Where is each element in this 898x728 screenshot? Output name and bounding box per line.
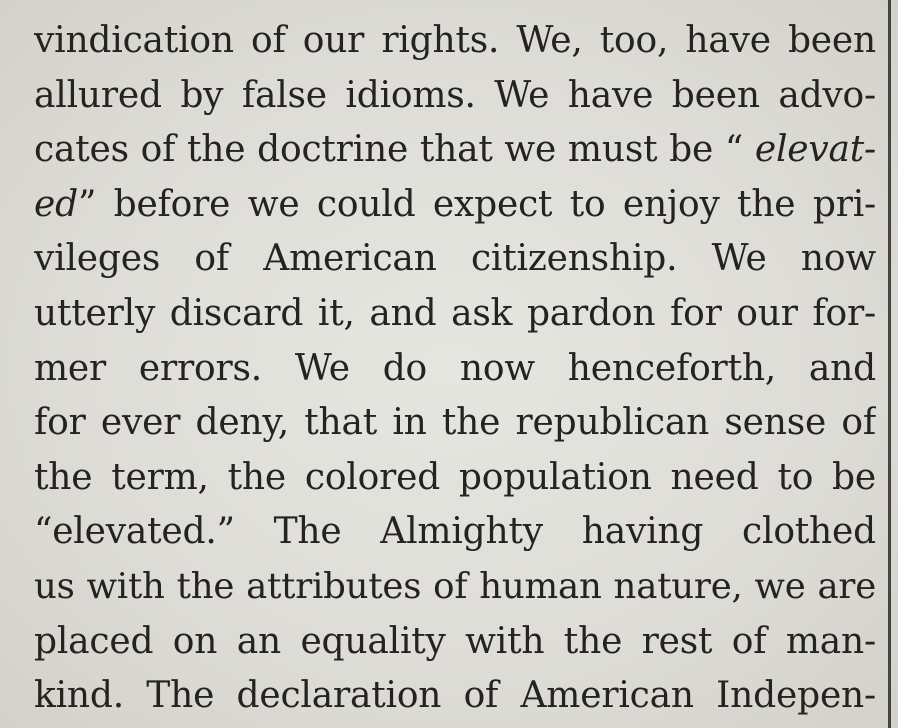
text-line-10: “elevated.” The Almighty having clothed	[34, 511, 876, 553]
text-line-9: the term, the colored population need to be	[34, 456, 876, 498]
text-line-1: vindication of our rights. We, too, have been	[34, 20, 876, 61]
text-line-6: utterly discard it, and ask pardon for our for-	[34, 292, 876, 334]
column-rule	[888, 0, 891, 728]
text-line-11: us with the attributes of human nature, we are	[34, 565, 876, 607]
text-line-2: allured by false idioms. We have been advo-	[34, 74, 876, 116]
italic-word: ed	[34, 183, 78, 225]
text-line-7: mer errors. We do now henceforth, and	[34, 347, 876, 389]
text-line-8: for ever deny, that in the republican sense of	[34, 402, 876, 444]
text-line-13: kind. The declaration of American Indepen-	[34, 675, 876, 717]
italic-word: elevat-	[754, 129, 876, 171]
article-text	[34, 14, 876, 724]
text-line-3: cates of the doctrine that we must be “ elevat-	[34, 129, 876, 171]
text-line-4: ed” before we could expect to enjoy the pri-	[34, 183, 876, 225]
text-line-5: vileges of American citizenship. We now	[34, 238, 876, 280]
text-line-12: placed on an equality with the rest of man-	[34, 620, 876, 662]
